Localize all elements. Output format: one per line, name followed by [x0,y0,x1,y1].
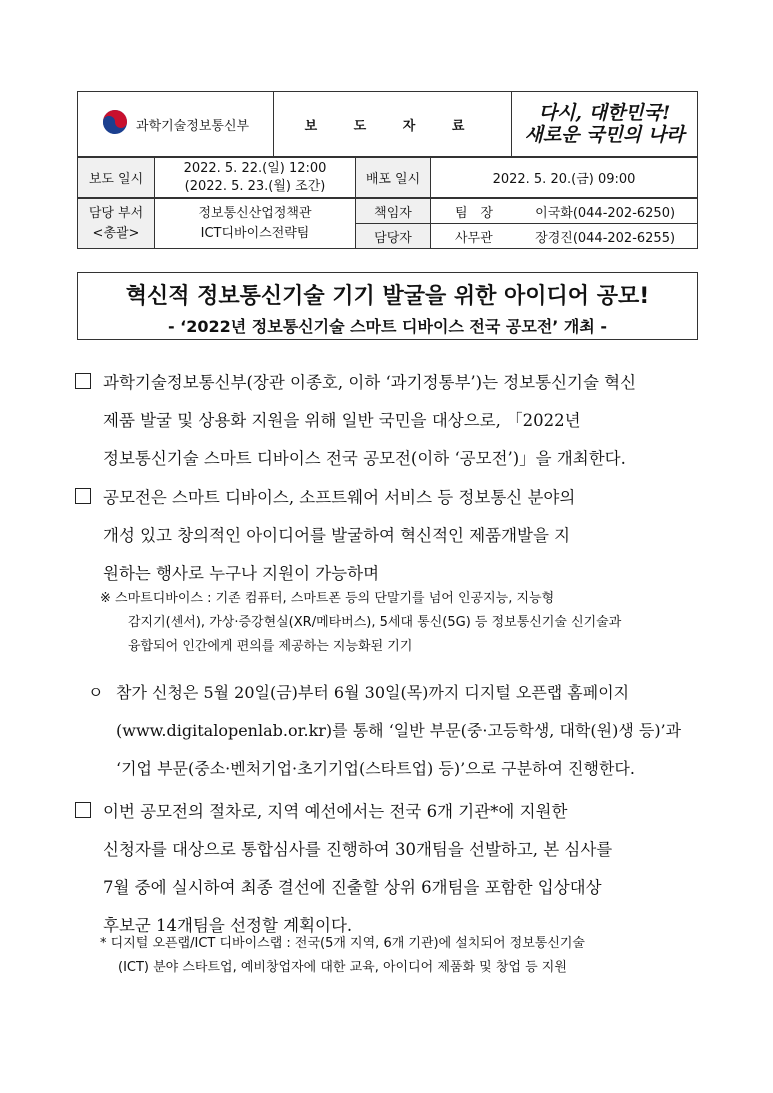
contact-info-table [77,198,698,249]
distribution-value: 2022. 5. 20.(금) 09:00 [431,158,698,198]
slogan-cell [512,92,698,157]
checkbox-square-icon [75,373,91,389]
checkbox-square-icon [75,488,91,504]
headline-subtitle: - ‘2022년 정보통신기술 스마트 디바이스 전국 공모전’ 개최 - [167,317,608,336]
paragraph-2: 공모전은 스마트 디바이스, 소프트웨어 서비스 등 정보통신 분야의 개성 있고 창의적인 아이디어를 발굴하여 혁신적인 제품개발을 지 원하는 행사로 누구나 지원이 가능하며 [75,479,700,593]
ministry-name: 과학기술정보통신부 [136,118,250,134]
responsible-label: 책임자 [356,199,431,224]
slogan-line1: 다시, 대한민국! [538,102,671,124]
slogan-line2: 새로운 국민의 나라 [524,124,685,146]
note-digital-openlab: * 디지털 오픈랩/ICT 디바이스랩 : 전국(5개 지역, 6개 기관)에 설치되어 정보통신기술 (ICT) 분야 스타트업, 예비창업자에 대한 교육, 아이디어 제품화 및 창업 등 지원 [100,936,585,975]
dept-value: 정보통신산업정책관 ICT디바이스전략팀 [155,199,356,249]
paragraph-3: ㅇ 참가 신청은 5월 20일(금)부터 6월 30일(목)까지 디지털 오픈랩 홈페이지 (www.digitalopenlab.or.kr)를 통해 ‘일반 부문(중·고등학생, 대학(원)생 등)’과 ‘기업 부문(중소·벤처기업·초기기업(스타트업) 등)’으로 구분하여 진행한다. [88,674,700,788]
circle-bullet: ㅇ [88,683,104,702]
checkbox-square-icon [75,802,91,818]
contact-label: 담당자 [356,224,431,249]
responsible-value: 팀 장 이국화(044-202-6250) [431,199,698,224]
ministry-emblem-icon [102,109,128,139]
distribution-label: 배포 일시 [356,158,431,198]
doc-title: 보 도 자 료 [274,92,512,157]
dept-label: 담당 부서 <총괄> [78,199,155,249]
contact-value: 사무관 장경진(044-202-6255) [431,224,698,249]
headline-box [77,272,698,340]
paragraph-4: 이번 공모전의 절차로, 지역 예선에서는 전국 6개 기관*에 지원한 신청자를 대상으로 통합심사를 진행하여 30개팀을 선발하고, 본 심사를 7월 중에 실시하여 최종 결선에 진출할 상위 6개팀을 포함한 입상대상 후보군 14개팀을 선정할 계획이다. [75,793,700,945]
release-info-table [77,157,698,198]
headline-title: 혁신적 정보통신기술 기기 발굴을 위한 아이디어 공모! [125,284,650,309]
release-label: 보도 일시 [78,158,155,198]
ministry-logo-cell [78,92,274,157]
note-smart-device: ※ 스마트디바이스 : 기존 컴퓨터, 스마트폰 등의 단말기를 넘어 인공지능, 지능형 감지기(센서), 가상·증강현실(XR/메타버스), 5세대 통신(5G) 등 정보통신기술 신기술과 융합되어 인간에게 편의를 제공하는 지능화된 기기 [100,591,622,654]
release-value: 2022. 5. 22.(일) 12:00 (2022. 5. 23.(월) 조간) [155,158,356,198]
press-release-header-table [77,91,698,157]
paragraph-1: 과학기술정보통신부(장관 이종호, 이하 ‘과기정통부’)는 정보통신기술 혁신 제품 발굴 및 상용화 지원을 위해 일반 국민을 대상으로, 「2022년 정보통신기술 스마트 디바이스 전국 공모전(이하 ‘공모전’)」을 개최한다. [75,364,700,478]
